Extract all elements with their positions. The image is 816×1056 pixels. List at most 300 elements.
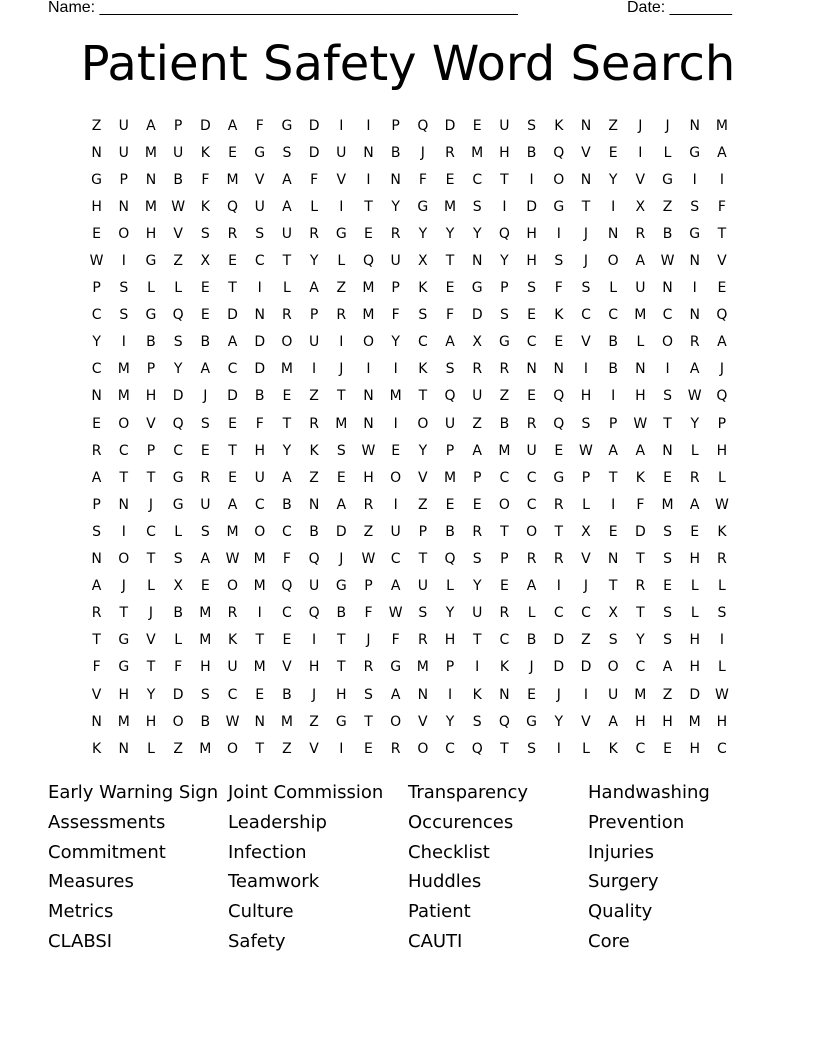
grid-letter: U bbox=[417, 578, 428, 595]
grid-letter: A bbox=[227, 496, 238, 513]
grid-letter: F bbox=[391, 307, 400, 324]
grid-letter: C bbox=[608, 307, 619, 324]
grid-letter: D bbox=[308, 117, 320, 134]
grid-letter: I bbox=[257, 605, 262, 622]
grid-letter: T bbox=[119, 605, 129, 622]
grid-letter: Z bbox=[581, 632, 591, 649]
grid-letter: I bbox=[121, 334, 126, 351]
grid-letter: L bbox=[283, 280, 291, 297]
grid-letter: N bbox=[254, 713, 265, 730]
grid-letter: T bbox=[608, 578, 618, 595]
grid-letter: H bbox=[689, 659, 700, 676]
grid-letter: R bbox=[635, 225, 646, 242]
letter-grid bbox=[83, 112, 736, 762]
grid-letter: J bbox=[339, 361, 344, 378]
grid-letter: N bbox=[118, 198, 130, 215]
grid-letter: K bbox=[309, 442, 319, 459]
grid-letter: Q bbox=[308, 605, 320, 622]
word-list-item: CLABSI bbox=[48, 930, 113, 952]
grid-letter: A bbox=[336, 496, 347, 513]
grid-letter: Z bbox=[363, 523, 374, 540]
grid-letter: H bbox=[444, 632, 456, 649]
grid-letter: C bbox=[662, 307, 673, 324]
grid-letter: W bbox=[714, 496, 729, 513]
grid-letter: R bbox=[526, 415, 537, 432]
grid-letter: W bbox=[361, 551, 376, 568]
grid-letter: N bbox=[662, 280, 673, 297]
grid-letter: Y bbox=[554, 713, 564, 730]
grid-letter: O bbox=[526, 523, 538, 540]
grid-letter: V bbox=[717, 253, 727, 270]
grid-letter: M bbox=[253, 578, 266, 595]
word-list-item: Core bbox=[588, 930, 630, 952]
grid-letter: H bbox=[689, 551, 700, 568]
grid-letter: F bbox=[255, 415, 264, 432]
grid-letter: C bbox=[445, 740, 455, 757]
grid-letter: B bbox=[499, 415, 510, 432]
grid-row bbox=[83, 383, 736, 410]
word-list bbox=[48, 778, 768, 957]
grid-letter: G bbox=[553, 198, 565, 215]
grid-letter: S bbox=[119, 307, 129, 324]
grid-letter: T bbox=[445, 253, 455, 270]
grid-letter: H bbox=[716, 713, 728, 730]
grid-letter: L bbox=[446, 578, 454, 595]
grid-letter: H bbox=[689, 740, 700, 757]
grid-letter: M bbox=[688, 713, 701, 730]
grid-letter: T bbox=[364, 198, 373, 215]
grid-letter: V bbox=[581, 713, 591, 730]
grid-letter: P bbox=[119, 171, 128, 188]
grid-letter: Q bbox=[227, 198, 239, 215]
grid-letter: N bbox=[118, 740, 130, 757]
grid-letter: W bbox=[579, 442, 593, 459]
grid-letter: U bbox=[227, 659, 238, 676]
grid-letter: O bbox=[498, 496, 510, 513]
grid-letter: A bbox=[608, 713, 618, 730]
grid-letter: B bbox=[282, 686, 292, 703]
grid-letter: R bbox=[282, 307, 292, 324]
grid-letter: Z bbox=[499, 388, 510, 405]
grid-letter: M bbox=[144, 144, 158, 161]
grid-letter: I bbox=[121, 523, 126, 540]
grid-letter: V bbox=[581, 334, 591, 351]
grid-letter: C bbox=[227, 686, 238, 703]
grid-letter: E bbox=[690, 523, 700, 540]
grid-letter: J bbox=[665, 117, 670, 134]
grid-letter: T bbox=[364, 713, 373, 730]
grid-letter: L bbox=[582, 496, 590, 513]
grid-letter: N bbox=[689, 307, 700, 324]
grid-letter: R bbox=[91, 605, 102, 622]
grid-letter: R bbox=[472, 361, 483, 378]
grid-letter: R bbox=[526, 551, 537, 568]
grid-letter: Q bbox=[553, 388, 565, 405]
grid-letter: H bbox=[118, 686, 130, 703]
grid-letter: Y bbox=[391, 334, 400, 351]
grid-letter: A bbox=[91, 578, 102, 595]
grid-letter: Q bbox=[417, 117, 429, 134]
grid-letter: F bbox=[446, 307, 455, 324]
grid-letter: O bbox=[607, 659, 619, 676]
grid-letter: A bbox=[445, 334, 455, 351]
grid-letter: Z bbox=[309, 469, 319, 486]
grid-letter: G bbox=[254, 144, 266, 161]
grid-letter: T bbox=[472, 632, 482, 649]
grid-letter: J bbox=[148, 496, 154, 513]
grid-letter: E bbox=[717, 280, 727, 297]
grid-letter: S bbox=[472, 551, 482, 568]
grid-letter: A bbox=[635, 253, 646, 270]
grid-letter: K bbox=[554, 117, 564, 134]
grid-row bbox=[83, 518, 736, 545]
grid-letter: T bbox=[337, 659, 346, 676]
grid-letter: B bbox=[146, 334, 156, 351]
grid-letter: Q bbox=[362, 253, 374, 270]
grid-letter: L bbox=[690, 578, 699, 595]
grid-letter: P bbox=[500, 280, 509, 297]
grid-letter: V bbox=[146, 632, 156, 649]
grid-letter: W bbox=[660, 253, 675, 270]
grid-letter: M bbox=[226, 523, 239, 540]
grid-letter: C bbox=[635, 740, 646, 757]
grid-letter: T bbox=[581, 198, 591, 215]
grid-letter: N bbox=[689, 117, 700, 134]
grid-letter: S bbox=[690, 198, 700, 215]
grid-letter: J bbox=[529, 659, 534, 676]
grid-letter: S bbox=[499, 307, 509, 324]
grid-letter: I bbox=[502, 198, 507, 215]
grid-letter: D bbox=[580, 659, 592, 676]
grid-letter: M bbox=[416, 659, 429, 676]
grid-letter: K bbox=[608, 740, 618, 757]
grid-letter: Q bbox=[498, 225, 510, 242]
grid-letter: J bbox=[339, 551, 344, 568]
grid-letter: T bbox=[255, 632, 264, 649]
grid-letter: F bbox=[418, 171, 427, 188]
grid-letter: S bbox=[581, 280, 591, 297]
grid-letter: I bbox=[611, 388, 616, 405]
grid-letter: H bbox=[526, 253, 537, 270]
grid-letter: E bbox=[228, 415, 237, 432]
grid-letter: S bbox=[173, 334, 183, 351]
grid-letter: I bbox=[366, 171, 371, 188]
grid-row bbox=[83, 491, 736, 518]
grid-letter: K bbox=[554, 307, 564, 324]
grid-letter: M bbox=[117, 713, 130, 730]
grid-letter: B bbox=[526, 144, 537, 161]
grid-letter: I bbox=[393, 496, 398, 513]
grid-letter: W bbox=[714, 686, 729, 703]
grid-letter: R bbox=[336, 307, 347, 324]
grid-letter: E bbox=[336, 469, 346, 486]
word-list-item: Commitment bbox=[48, 841, 166, 863]
grid-letter: J bbox=[583, 253, 589, 270]
grid-letter: V bbox=[254, 171, 265, 188]
grid-letter: D bbox=[308, 144, 320, 161]
grid-letter: S bbox=[717, 605, 727, 622]
grid-letter: E bbox=[663, 740, 672, 757]
grid-letter: V bbox=[282, 659, 292, 676]
grid-letter: Z bbox=[662, 686, 673, 703]
grid-letter: Q bbox=[553, 415, 565, 432]
grid-letter: G bbox=[471, 280, 483, 297]
grid-letter: H bbox=[91, 198, 102, 215]
grid-letter: P bbox=[391, 280, 400, 297]
grid-letter: B bbox=[662, 225, 673, 242]
word-list-item: Early Warning Sign bbox=[48, 782, 219, 803]
grid-letter: D bbox=[227, 388, 238, 405]
word-list-item: Culture bbox=[228, 901, 294, 923]
word-list-item: Teamwork bbox=[228, 871, 320, 893]
grid-letter: S bbox=[364, 686, 373, 703]
grid-letter: Y bbox=[418, 225, 428, 242]
word-list-item: Joint Commission bbox=[228, 782, 384, 803]
grid-letter: D bbox=[526, 198, 537, 215]
grid-letter: O bbox=[227, 740, 239, 757]
name-field: Name: _______________________________________________ bbox=[48, 0, 518, 16]
grid-letter: S bbox=[527, 280, 537, 297]
grid-letter: C bbox=[282, 523, 292, 540]
grid-letter: S bbox=[663, 551, 672, 568]
grid-letter: T bbox=[636, 551, 645, 568]
grid-letter: I bbox=[583, 686, 589, 703]
grid-letter: Q bbox=[553, 144, 565, 161]
grid-letter: K bbox=[227, 632, 238, 649]
grid-letter: W bbox=[89, 253, 104, 270]
grid-letter: R bbox=[227, 225, 238, 242]
grid-letter: J bbox=[719, 361, 724, 378]
grid-letter: O bbox=[607, 253, 619, 270]
grid-letter: P bbox=[608, 415, 618, 432]
grid-letter: I bbox=[556, 578, 561, 595]
grid-letter: S bbox=[663, 632, 672, 649]
grid-letter: B bbox=[526, 632, 537, 649]
word-list-item: Metrics bbox=[48, 901, 114, 923]
grid-letter: W bbox=[225, 551, 240, 568]
grid-letter: M bbox=[498, 442, 511, 459]
grid-letter: F bbox=[255, 117, 264, 134]
grid-letter: B bbox=[200, 713, 211, 730]
grid-letter: U bbox=[173, 144, 184, 161]
word-list-item: Injuries bbox=[588, 841, 654, 863]
grid-letter: U bbox=[281, 225, 293, 242]
grid-letter: N bbox=[363, 388, 374, 405]
grid-letter: C bbox=[581, 605, 591, 622]
grid-letter: G bbox=[526, 713, 538, 730]
grid-letter: Q bbox=[716, 307, 728, 324]
grid-letter: F bbox=[364, 605, 373, 622]
grid-letter: S bbox=[663, 605, 672, 622]
grid-letter: V bbox=[635, 171, 646, 188]
grid-letter: Z bbox=[282, 740, 292, 757]
grid-letter: S bbox=[527, 117, 537, 134]
grid-letter: X bbox=[608, 605, 618, 622]
grid-row bbox=[83, 193, 736, 220]
grid-letter: T bbox=[146, 659, 156, 676]
grid-row bbox=[83, 573, 736, 600]
grid-letter: I bbox=[583, 361, 589, 378]
grid-letter: H bbox=[635, 713, 646, 730]
grid-letter: L bbox=[718, 578, 726, 595]
grid-letter: T bbox=[228, 442, 237, 459]
grid-letter: E bbox=[527, 388, 537, 405]
grid-letter: C bbox=[390, 551, 401, 568]
grid-letter: S bbox=[445, 361, 455, 378]
grid-letter: B bbox=[254, 388, 265, 405]
grid-letter: R bbox=[689, 334, 700, 351]
grid-letter: C bbox=[581, 307, 591, 324]
grid-row bbox=[83, 356, 736, 383]
grid-letter: J bbox=[203, 388, 208, 405]
grid-letter: T bbox=[337, 632, 346, 649]
grid-letter: M bbox=[715, 117, 728, 134]
grid-letter: K bbox=[418, 361, 428, 378]
grid-letter: U bbox=[499, 117, 510, 134]
grid-letter: K bbox=[200, 198, 210, 215]
grid-letter: V bbox=[91, 686, 102, 703]
grid-letter: O bbox=[662, 334, 674, 351]
grid-letter: E bbox=[663, 578, 672, 595]
grid-letter: O bbox=[417, 740, 429, 757]
grid-letter: M bbox=[443, 469, 457, 486]
grid-letter: S bbox=[119, 280, 129, 297]
grid-letter: W bbox=[388, 605, 403, 622]
grid-letter: Y bbox=[500, 253, 509, 270]
grid-letter: Q bbox=[281, 578, 293, 595]
grid-row bbox=[83, 546, 736, 573]
grid-letter: C bbox=[173, 442, 184, 459]
grid-row bbox=[83, 275, 736, 302]
grid-letter: J bbox=[148, 605, 154, 622]
grid-letter: M bbox=[389, 388, 402, 405]
grid-letter: H bbox=[716, 442, 728, 459]
grid-letter: H bbox=[336, 686, 347, 703]
grid-letter: C bbox=[526, 469, 537, 486]
grid-letter: E bbox=[228, 144, 237, 161]
grid-letter: I bbox=[556, 225, 561, 242]
grid-letter: N bbox=[607, 225, 619, 242]
grid-letter: V bbox=[418, 713, 428, 730]
grid-letter: E bbox=[527, 686, 537, 703]
grid-letter: N bbox=[580, 117, 592, 134]
grid-letter: Y bbox=[391, 198, 400, 215]
grid-letter: T bbox=[554, 523, 564, 540]
grid-letter: N bbox=[254, 307, 265, 324]
grid-letter: U bbox=[472, 605, 483, 622]
grid-letter: R bbox=[417, 632, 428, 649]
grid-letter: L bbox=[690, 442, 699, 459]
grid-letter: M bbox=[280, 361, 293, 378]
grid-letter: P bbox=[445, 659, 455, 676]
grid-letter: B bbox=[608, 361, 618, 378]
grid-letter: P bbox=[364, 578, 373, 595]
grid-letter: R bbox=[472, 523, 483, 540]
grid-letter: R bbox=[553, 496, 564, 513]
grid-letter: S bbox=[200, 686, 210, 703]
grid-letter: L bbox=[690, 605, 699, 622]
grid-letter: Z bbox=[336, 280, 347, 297]
grid-letter: N bbox=[91, 144, 102, 161]
grid-row bbox=[83, 654, 736, 681]
grid-letter: D bbox=[254, 361, 266, 378]
grid-letter: I bbox=[611, 198, 616, 215]
grid-letter: F bbox=[92, 659, 101, 676]
grid-letter: N bbox=[91, 388, 102, 405]
grid-letter: U bbox=[308, 578, 320, 595]
grid-letter: S bbox=[608, 632, 618, 649]
grid-letter: P bbox=[173, 117, 183, 134]
grid-letter: A bbox=[689, 361, 700, 378]
grid-letter: Z bbox=[309, 713, 319, 730]
grid-letter: I bbox=[719, 632, 724, 649]
grid-letter: I bbox=[366, 117, 371, 134]
grid-letter: B bbox=[173, 605, 183, 622]
grid-letter: E bbox=[391, 442, 401, 459]
grid-letter: E bbox=[445, 171, 455, 188]
grid-letter: Z bbox=[662, 198, 673, 215]
grid-letter: W bbox=[361, 442, 376, 459]
grid-letter: A bbox=[146, 117, 156, 134]
word-list-item: CAUTI bbox=[408, 930, 463, 952]
grid-letter: G bbox=[689, 225, 701, 242]
grid-letter: I bbox=[692, 171, 697, 188]
grid-letter: H bbox=[254, 442, 265, 459]
grid-letter: C bbox=[146, 523, 156, 540]
grid-letter: R bbox=[553, 551, 564, 568]
grid-letter: Z bbox=[418, 496, 428, 513]
grid-letter: G bbox=[335, 578, 347, 595]
word-list-item: Prevention bbox=[588, 811, 685, 833]
grid-letter: C bbox=[91, 361, 102, 378]
grid-letter: H bbox=[145, 713, 157, 730]
grid-letter: F bbox=[282, 551, 291, 568]
grid-letter: N bbox=[118, 496, 130, 513]
grid-letter: A bbox=[282, 171, 292, 188]
grid-letter: O bbox=[362, 334, 374, 351]
grid-letter: M bbox=[199, 632, 212, 649]
grid-row bbox=[83, 410, 736, 437]
grid-letter: U bbox=[390, 523, 401, 540]
grid-letter: M bbox=[335, 415, 348, 432]
grid-letter: Y bbox=[690, 415, 699, 432]
grid-letter: F bbox=[201, 171, 210, 188]
grid-letter: K bbox=[635, 469, 645, 486]
grid-row bbox=[83, 600, 736, 627]
grid-letter: R bbox=[91, 442, 102, 459]
grid-letter: U bbox=[390, 253, 401, 270]
grid-letter: U bbox=[635, 280, 646, 297]
grid-letter: O bbox=[390, 469, 402, 486]
grid-letter: N bbox=[526, 361, 537, 378]
grid-letter: H bbox=[308, 659, 320, 676]
grid-letter: N bbox=[499, 686, 510, 703]
grid-letter: Y bbox=[636, 632, 645, 649]
grid-letter: Q bbox=[172, 307, 184, 324]
grid-letter: E bbox=[200, 307, 210, 324]
grid-letter: E bbox=[255, 686, 265, 703]
grid-letter: N bbox=[145, 171, 157, 188]
grid-letter: I bbox=[475, 659, 480, 676]
grid-letter: D bbox=[634, 523, 646, 540]
grid-letter: H bbox=[499, 144, 510, 161]
grid-letter: H bbox=[635, 388, 646, 405]
grid-letter: E bbox=[527, 307, 537, 324]
grid-letter: M bbox=[144, 198, 158, 215]
grid-letter: L bbox=[337, 253, 346, 270]
grid-letter: A bbox=[200, 551, 211, 568]
grid-letter: E bbox=[200, 442, 210, 459]
